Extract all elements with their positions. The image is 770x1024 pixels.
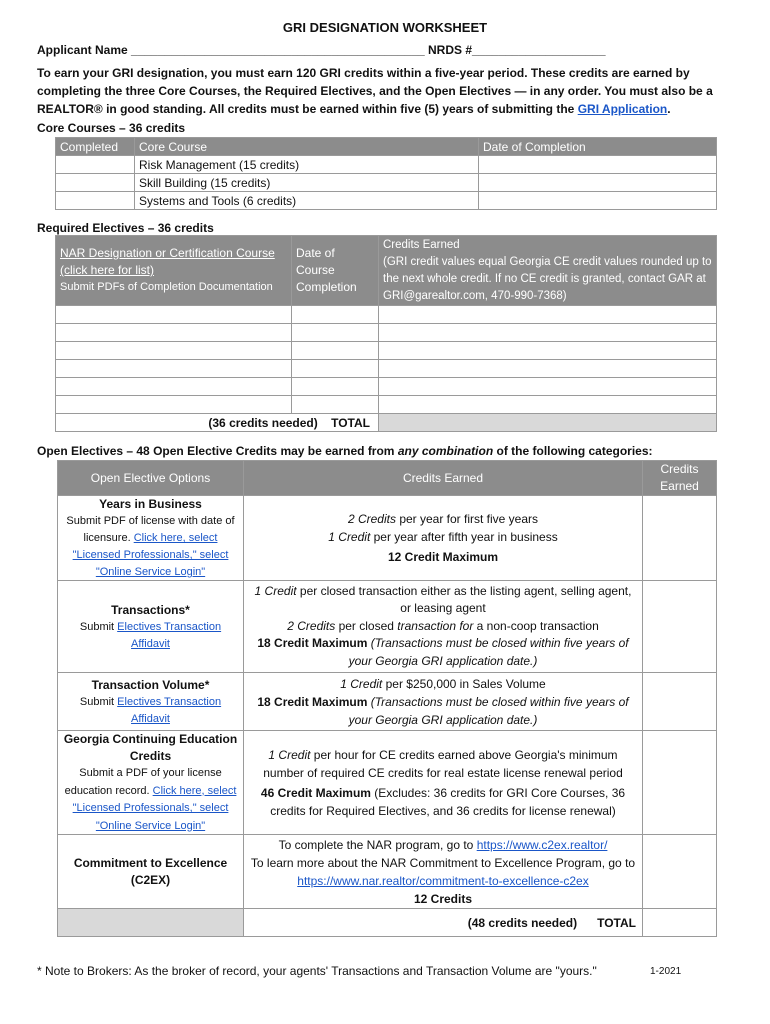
req-date-cell[interactable] bbox=[292, 378, 379, 396]
open-total-label bbox=[244, 909, 643, 937]
req-header-course-sub: Submit PDFs of Completion Documentation bbox=[60, 281, 273, 293]
page-title: GRI DESIGNATION WORKSHEET bbox=[282, 20, 488, 35]
transactions-option-cell bbox=[58, 581, 244, 673]
ce-license-link[interactable]: Click here, select "Licensed Professionals," select "Online Service Login" bbox=[72, 784, 237, 832]
core-date-cell[interactable] bbox=[479, 156, 717, 174]
years-in-business-row bbox=[58, 496, 717, 581]
nar-course-list-link[interactable]: NAR Designation or Certification Course (click here for list) bbox=[60, 246, 275, 277]
ce-title: Georgia Continuing Education Credits bbox=[63, 732, 238, 763]
req-credits-cell[interactable] bbox=[379, 396, 717, 414]
core-courses-heading: Core Courses – 36 credits bbox=[37, 121, 186, 135]
core-header-completed: Completed bbox=[56, 138, 135, 156]
volume-row bbox=[58, 673, 717, 731]
ce-note: (Excludes: 36 credits for GRI Core Courses, 36 credits for Required Electives, and 36 credits for license renewal) bbox=[270, 785, 626, 818]
ce-l1: per hour for CE credits earned above Georgia's minimum number of required CE credits for real estate license renewal period bbox=[263, 747, 623, 780]
volume-earned-cell[interactable] bbox=[643, 673, 717, 731]
required-electives-heading: Required Electives – 36 credits bbox=[37, 221, 214, 235]
years-l1: per year for first five years bbox=[395, 512, 539, 526]
req-header-credits-note: (GRI credit values equal Georgia CE credit values rounded up to the next whole credit. If no CE credit is granted, contact GAR at GRI@garealtor.com, 470-990-7368) bbox=[383, 255, 712, 302]
open-heading-em: any combination bbox=[397, 444, 494, 458]
req-credits-cell[interactable] bbox=[379, 306, 717, 324]
open-header-credits: Credits Earned bbox=[244, 461, 643, 496]
req-needed-text: (36 credits needed) bbox=[208, 415, 318, 430]
req-credits-cell[interactable] bbox=[379, 378, 717, 396]
core-date-cell[interactable] bbox=[479, 174, 717, 192]
req-credits-cell[interactable] bbox=[379, 342, 717, 360]
tx-l2-em2: transaction for bbox=[397, 618, 474, 633]
years-sub: Submit PDF of license with date of licensure. bbox=[66, 515, 235, 544]
req-date-cell[interactable] bbox=[292, 396, 379, 414]
c2ex-l2: To learn more about the NAR Commitment to Excellence Program, go to bbox=[250, 855, 636, 870]
req-total-label bbox=[56, 414, 379, 432]
core-courses-table bbox=[55, 137, 717, 210]
transactions-sub: Submit bbox=[79, 620, 118, 633]
req-credits-cell[interactable] bbox=[379, 360, 717, 378]
ce-l1-em: 1 Credit bbox=[268, 747, 311, 762]
version-label: 1-2021 bbox=[650, 966, 682, 977]
c2ex-l1: To complete the NAR program, go to bbox=[278, 837, 477, 852]
intro-paragraph bbox=[37, 64, 727, 118]
broker-footnote: * Note to Brokers: As the broker of record, your agents' Transactions and Transaction Volume are "yours." bbox=[37, 964, 597, 978]
required-electives-table bbox=[55, 235, 717, 432]
c2ex-program-link[interactable]: https://www.c2ex.realtor/ bbox=[476, 837, 608, 852]
core-course-cell: Skill Building (15 credits) bbox=[135, 174, 479, 192]
c2ex-option-cell: Commitment to Excellence (C2EX) bbox=[58, 835, 244, 909]
years-l2-em: 1 Credit bbox=[328, 530, 371, 544]
ce-sub: Submit a PDF of your license education record. bbox=[64, 767, 222, 797]
intro-text: To earn your GRI designation, you must earn 120 GRI credits within a five-year period. These credits are earned by completing the three Core Courses, the Required Electives, and the Open Electives — in any order. You must also be a REALTOR® in good standing. All credits must be earned within five (5) years of submitting the bbox=[37, 66, 713, 116]
tx-l2b: a non-coop transaction bbox=[473, 618, 599, 633]
open-heading-a: Open Electives – 48 Open Elective Credits may be earned from bbox=[37, 444, 398, 458]
core-course-cell: Systems and Tools (6 credits) bbox=[135, 192, 479, 210]
tx-l2-em: 2 Credits bbox=[287, 618, 336, 633]
req-header-date: Date of Course Completion bbox=[292, 236, 379, 306]
years-option-cell bbox=[58, 496, 244, 581]
ce-option-cell bbox=[58, 731, 244, 835]
req-course-cell[interactable] bbox=[56, 396, 292, 414]
req-total-cell[interactable] bbox=[379, 414, 717, 432]
open-needed-text: (48 credits needed) bbox=[467, 915, 578, 930]
open-electives-heading bbox=[37, 444, 653, 458]
transactions-row bbox=[58, 581, 717, 673]
core-date-cell[interactable] bbox=[479, 192, 717, 210]
core-completed-cell[interactable] bbox=[56, 156, 135, 174]
req-course-cell[interactable] bbox=[56, 324, 292, 342]
req-date-cell[interactable] bbox=[292, 324, 379, 342]
volume-sub: Submit bbox=[79, 695, 118, 708]
transactions-credits-cell bbox=[244, 581, 643, 673]
req-course-cell[interactable] bbox=[56, 306, 292, 324]
transactions-title: Transactions* bbox=[111, 602, 190, 617]
c2ex-earned-cell[interactable] bbox=[643, 835, 717, 909]
req-date-cell[interactable] bbox=[292, 342, 379, 360]
c2ex-credits: 12 Credits bbox=[413, 891, 473, 906]
years-license-link[interactable]: Click here, select "Licensed Professionals," select "Online Service Login" bbox=[72, 532, 229, 578]
tx-l2a: per closed bbox=[335, 618, 398, 633]
c2ex-credits-cell bbox=[244, 835, 643, 909]
open-total-text: TOTAL bbox=[597, 915, 636, 930]
gri-application-link[interactable]: GRI Application bbox=[577, 102, 668, 116]
core-completed-cell[interactable] bbox=[56, 174, 135, 192]
tx-max: 18 Credit Maximum bbox=[257, 636, 368, 651]
transactions-affidavit-link[interactable]: Electives Transaction Affidavit bbox=[117, 620, 222, 650]
req-header-credits-title: Credits Earned bbox=[383, 238, 460, 251]
core-completed-cell[interactable] bbox=[56, 192, 135, 210]
vol-note: (Transactions must be closed within five years of your Georgia GRI application date.) bbox=[348, 694, 629, 727]
tx-l1: per closed transaction either as the listing agent, selling agent, or leasing agent bbox=[296, 583, 632, 616]
vol-l1: per $250,000 in Sales Volume bbox=[382, 676, 546, 691]
req-total-text: TOTAL bbox=[331, 415, 370, 430]
req-header-course bbox=[56, 236, 292, 306]
years-earned-cell[interactable] bbox=[643, 496, 717, 581]
years-l1-em: 2 Credits bbox=[347, 512, 396, 526]
years-l2: per year after fifth year in business bbox=[370, 530, 558, 544]
vol-max: 18 Credit Maximum bbox=[257, 694, 368, 709]
req-date-cell[interactable] bbox=[292, 360, 379, 378]
tx-l1-em: 1 Credit bbox=[254, 583, 297, 598]
ce-earned-cell[interactable] bbox=[643, 731, 717, 835]
req-course-cell[interactable] bbox=[56, 378, 292, 396]
core-header-date: Date of Completion bbox=[479, 138, 717, 156]
core-header-course: Core Course bbox=[135, 138, 479, 156]
c2ex-info-link[interactable]: https://www.nar.realtor/commitment-to-excellence-c2ex bbox=[297, 873, 589, 888]
ce-credits-cell bbox=[244, 731, 643, 835]
volume-option-cell bbox=[58, 673, 244, 731]
req-course-cell[interactable] bbox=[56, 342, 292, 360]
open-total-cell[interactable] bbox=[643, 909, 717, 937]
open-header-options: Open Elective Options bbox=[58, 461, 244, 496]
vol-l1-em: 1 Credit bbox=[340, 676, 383, 691]
volume-title: Transaction Volume* bbox=[91, 677, 210, 692]
core-course-cell: Risk Management (15 credits) bbox=[135, 156, 479, 174]
ce-max: 46 Credit Maximum bbox=[260, 785, 371, 800]
open-electives-table bbox=[57, 460, 717, 937]
years-credits-cell bbox=[244, 496, 643, 581]
transactions-earned-cell[interactable] bbox=[643, 581, 717, 673]
volume-affidavit-link[interactable]: Electives Transaction Affidavit bbox=[117, 695, 222, 725]
volume-credits-cell bbox=[244, 673, 643, 731]
years-title: Years in Business bbox=[99, 497, 202, 511]
req-credits-cell[interactable] bbox=[379, 324, 717, 342]
req-course-cell[interactable] bbox=[56, 360, 292, 378]
req-date-cell[interactable] bbox=[292, 306, 379, 324]
applicant-line: Applicant Name ____________________________________________ NRDS #____________________ bbox=[37, 43, 606, 57]
open-total-blank bbox=[58, 909, 244, 937]
open-heading-b: of the following categories: bbox=[493, 444, 653, 458]
intro-end: . bbox=[667, 102, 671, 116]
years-max: 12 Credit Maximum bbox=[387, 550, 499, 564]
open-header-earned: Credits Earned bbox=[643, 461, 717, 496]
tx-note: (Transactions must be closed within five years of your Georgia GRI application date.) bbox=[348, 636, 629, 668]
req-header-credits bbox=[379, 236, 717, 306]
c2ex-row bbox=[58, 835, 717, 909]
ce-row bbox=[58, 731, 717, 835]
